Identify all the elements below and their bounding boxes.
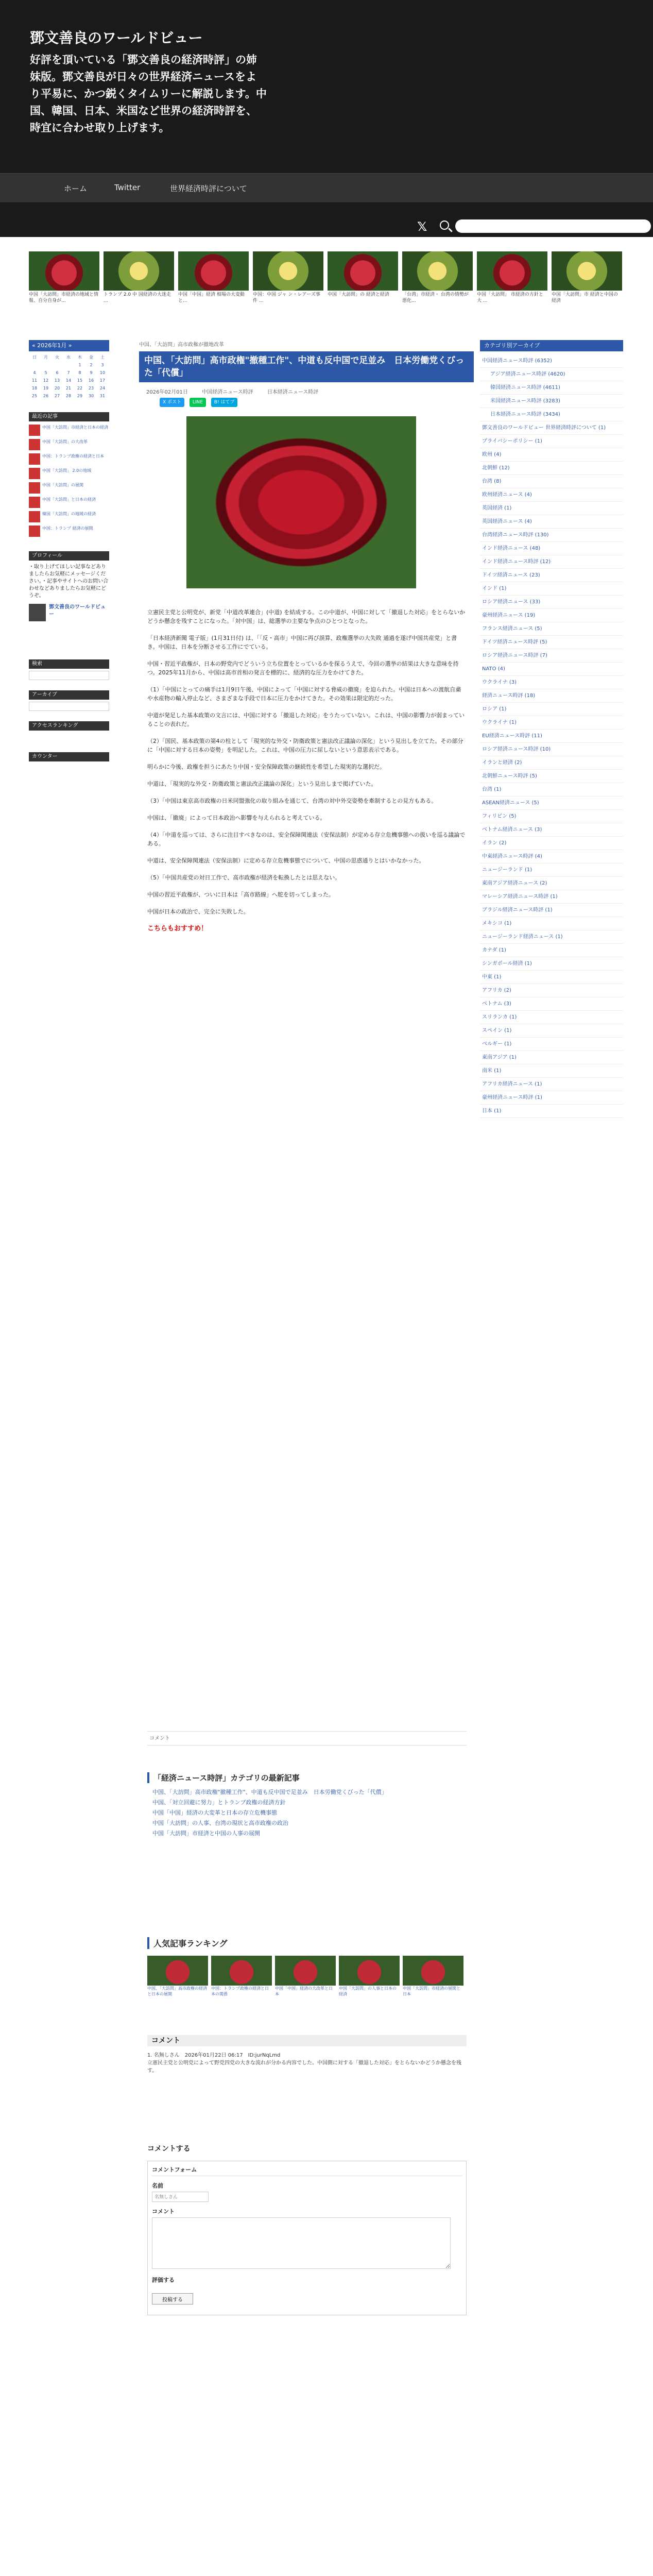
category-item[interactable]: メキシコ (1) [480,917,623,930]
archive-select[interactable] [29,702,109,711]
recent-post-item[interactable] [29,468,109,479]
latest-articles [147,1772,467,1840]
calendar-day[interactable]: 27 [54,394,60,398]
category-item[interactable]: ブラジル経済ニュース時評 (1) [480,904,623,917]
recent-post-item[interactable] [29,482,109,494]
article-body [147,608,467,941]
latest-item[interactable]: 中国「大訪問」の人事、台湾の現状と高市政権の政治 [152,1820,288,1826]
category-item[interactable]: インド経済ニュース時評 (12) [480,555,623,569]
calendar-day: 水 [66,355,71,360]
thumb-item[interactable] [178,251,249,308]
recent-post-thumb [29,439,40,450]
recent-post-item[interactable] [29,453,109,465]
site-title[interactable]: 鄧文善良のワールドビュー [30,29,203,46]
calendar-day: 火 [55,355,59,360]
thumb-caption: 中国「大訪問」市経済の地域と情報、自分自身が... [29,292,99,303]
ranking-item[interactable] [339,1956,400,2003]
calendar-row [29,369,109,377]
thumb-caption: 中国「大訪問」の 経済と経済 [328,292,389,297]
calendar-day[interactable]: 23 [88,386,94,391]
category-item[interactable]: 日本経済ニュース時評 (3434) [480,408,623,421]
ranking-caption: 中国「中国」経済の大改革と日本 [275,1986,333,1996]
category-item[interactable]: 北朝鮮ニュース時評 (5) [480,770,623,783]
recent-post-title: 中国「大訪問」市経済と日本の経済 [42,425,108,430]
calendar-day: 金 [89,355,93,360]
form-box [147,2161,467,2315]
category-link[interactable]: 中国経済ニュース時評 [202,389,253,395]
comment-textarea[interactable] [152,2217,451,2269]
category-item[interactable]: インド経済ニュース (48) [480,542,623,555]
thumb-image [253,251,323,291]
category-item[interactable]: ベトナム経済ニュース (3) [480,823,623,837]
category-item[interactable]: ロシア (1) [480,703,623,716]
article-paragraph: 中道が発足した基本政策の文言には、中国に対する「撤退した対応」をうたっていない。これは、中国の影響力が弱まっていることの表れだ。 [147,712,465,727]
article-paragraph: （1）「中国にとっての痛手は1月9日午後、中国によって「中国に対する脅威の撤廃」を迫られた。中国は日本への渡航自粛や水産物の輸入停止など、さまざまな手段で日本に圧力をかけてきた。その効果は限定的だった。 [147,686,461,702]
calendar-day[interactable]: 31 [99,394,106,398]
thumb-item[interactable] [29,251,99,308]
popular-ranking [147,1937,467,1996]
thumb-caption: 「台湾」市経済・ 台湾の情勢が悪化... [402,292,469,303]
share-line-button[interactable]: LINE [190,398,206,407]
category-archive-title: カテゴリ別アーカイブ [480,340,623,351]
category-item[interactable]: ロシア経済ニュース時評 (10) [480,743,623,756]
calendar-day[interactable]: 15 [77,378,83,383]
category-item[interactable]: アフリカ (2) [480,984,623,997]
calendar-day[interactable]: 2 [90,363,93,367]
category-item[interactable]: 中東 (1) [480,971,623,984]
post-date: 2026年02月01日 [146,389,188,395]
latest-item[interactable]: 中国「中国」経済の大変革と日本の存立危機事態 [152,1809,277,1816]
counter-title: カウンター [29,752,109,761]
counter-widget [29,752,109,761]
category-item[interactable]: アフリカ経済ニュース (1) [480,1078,623,1091]
recent-post-thumb [29,511,40,522]
recent-post-item[interactable] [29,439,109,450]
recent-post-title: 韓国「大訪問」の地域の経済 [42,512,96,516]
ranking-item[interactable] [147,1956,208,2003]
category-item[interactable]: ベルギー (1) [480,1038,623,1051]
recent-post-item[interactable] [29,526,109,537]
ranking-thumb [211,1956,272,1986]
article-paragraph: （5）「中国共産党の対日工作で、高市政権が経済を転換したとは思えない。 [147,874,341,881]
post-title[interactable]: 中国、「大訪問」高市政権"撤種工作"、中道も反中国で足並み 日本労働党くびった「代償」 [139,351,474,382]
comments-section [147,2035,467,2075]
thumb-item[interactable] [552,251,622,308]
comment-count-label[interactable]: コメント [149,1736,170,1741]
latest-item[interactable]: 中国、「大訪問」高市政権"撤種工作"、中道も反中国で足並み 日本労働党くびった「代償」 [152,1789,387,1795]
recent-post-thumb [29,468,40,479]
category-item[interactable]: インド (1) [480,582,623,596]
category-item[interactable]: ニュージーランド (1) [480,863,623,877]
calendar-day[interactable]: 18 [31,386,38,391]
name-label: 名前 [152,2182,163,2189]
thumb-caption: 中国：中国 ジャ ン・レアーズ事件 ... [253,292,320,303]
category-item[interactable]: イランと経済 (2) [480,756,623,770]
thumb-item[interactable] [477,251,547,308]
search-widget-title: 検索 [29,659,109,669]
calendar-day[interactable]: 6 [56,370,59,375]
nav-item-home[interactable]: ホーム [64,184,88,193]
ranking-item[interactable] [211,1956,272,2003]
category-item[interactable]: EU経済ニュース時評 (11) [480,730,623,743]
article-paragraph: 明らかに今後、政権を担うにあたり中国・安全保障政策の継続性を希望した現実的な選択だ。 [147,764,385,770]
thumb-caption: 中国「大訪問」 市経済の方針と大 ... [477,292,543,303]
category-item[interactable]: 豪州経済ニュース時評 (1) [480,1091,623,1105]
ranking-caption: 中国「大訪問」の人事と日本の経済 [339,1986,397,1996]
category-item[interactable]: 欧州 (4) [480,448,623,462]
recent-post-title: 中国「大訪問」の大改革 [42,439,88,444]
calendar-day[interactable]: 12 [43,378,49,383]
ranking-caption: 中国「大訪問」市経済の展開と日本 [403,1986,460,1996]
calendar-day[interactable]: 26 [43,394,49,398]
thumb-item[interactable] [253,251,323,308]
calendar-day [51,362,63,368]
calendar-day[interactable]: 17 [99,378,106,383]
category-item[interactable]: 台湾 (1) [480,783,623,796]
calendar-row [29,353,109,361]
article-paragraph: （4）「中道を巡っては、さらに注目すべきなのは、安全保障関連法（安保法制）が定める存立危機事態への扱いを巡る議論である。 [147,832,466,847]
recent-post-item[interactable] [29,425,109,436]
recent-post-thumb [29,453,40,465]
calendar-day[interactable]: 4 [33,370,36,375]
category-item[interactable]: 台湾経済ニュース時評 (130) [480,529,623,542]
form-box-title: コメントフォーム [152,2165,462,2176]
site-header [0,0,653,237]
calendar-row [29,384,109,392]
category-item[interactable]: ウクライナ (1) [480,716,623,730]
right-sidebar [480,340,623,2576]
ranking-item[interactable] [275,1956,336,2003]
category-item[interactable]: 北朝鮮 (12) [480,462,623,475]
latest-item[interactable]: 中国、「対立回避に努力」とトランプ政権の経済方針 [152,1799,286,1806]
category-item[interactable]: 台湾 (8) [480,475,623,488]
comments-title: コメント [147,2035,467,2046]
share-hatena-button[interactable]: B! はてブ [211,398,238,407]
category-item[interactable]: 中東経済ニュース時評 (4) [480,850,623,863]
thumb-image [477,251,547,291]
ranking-thumb [147,1956,208,1986]
global-nav [0,173,653,203]
calendar-day[interactable]: 28 [65,394,72,398]
calendar-day: 月 [44,355,48,360]
latest-title: 「経済ニュース時評」カテゴリの最新記事 [147,1772,467,1783]
calendar-day[interactable]: 9 [90,370,93,375]
calendar-title[interactable]: « 2026年1月 » [29,340,109,351]
category-item[interactable]: ウクライナ (3) [480,676,623,689]
rating-label: 評価する [152,2277,175,2283]
recent-post-title: 中国「大訪問」の展開 [42,483,83,487]
category-item[interactable]: マレーシア経済ニュース時評 (1) [480,890,623,904]
article-paragraph: （3）「中国は東京高市政権の日米同盟強化の取り組みを通じて、台湾の対中外交姿勢を牽制するとの見方もある。 [147,798,437,804]
category-item[interactable]: 東南アジア経済ニュース (2) [480,877,623,890]
calendar [29,353,109,400]
category-item[interactable]: 韓国経済ニュース時評 (4611) [480,381,623,395]
submit-button[interactable]: 投稿する [152,2293,193,2304]
calendar-day: 土 [100,355,105,360]
calendar-day: 日 [32,355,37,360]
featured-thumbnails [29,251,624,308]
article-paragraph: 「日本経済新聞 電子版」(1月31日付) は、「「反・高市」中国に再び誤算、政権選挙の大失敗 通過を遂げ中国共産党」と書き。中国は、日本を分断させる工作にでている。 [147,635,457,650]
category-link[interactable]: 日本経済ニュース時評 [267,389,319,395]
category-item[interactable]: 東南アジア (1) [480,1051,623,1064]
comment-item: 1. 名無しさん 2026年01月22日 06:17 ID:jurNqLmd 立憲民主党と公明党によって野党四党の大きな流れが分かる内容でした。中国側に対する「撤退した対応」をとらないかどうか懸念を残す。 [147,2053,461,2074]
calendar-day[interactable]: 16 [88,378,94,383]
calendar-day[interactable]: 10 [99,370,106,375]
recommend-heading: こちらもおすすめ！ [147,925,208,933]
category-item[interactable]: フィリピン (5) [480,810,623,823]
category-item[interactable]: イラン (2) [480,837,623,850]
category-item[interactable]: 南米 (1) [480,1064,623,1078]
latest-item[interactable]: 中国「大訪問」市経済と中国の人事の展開 [152,1830,260,1837]
category-item[interactable]: アジア経済ニュース時評 (4620) [480,368,623,381]
recent-post-title: 中国：トランプ 経済の展開 [42,526,93,531]
recent-post-item[interactable] [29,511,109,522]
post-meta [146,387,318,395]
calendar-row [29,377,109,384]
category-item[interactable]: NATO (4) [480,663,623,676]
search-icon[interactable] [440,221,449,230]
category-item[interactable]: 豪州経済ニュース (19) [480,609,623,622]
profile-title: プロフィール [29,551,109,561]
share-x-button[interactable]: X ポスト [160,398,184,407]
avatar[interactable] [29,604,46,621]
calendar-day[interactable]: 14 [65,378,72,383]
access-ranking [29,721,109,731]
calendar-day[interactable]: 8 [78,370,81,375]
category-item[interactable]: 日本 (1) [480,1105,623,1118]
calendar-day[interactable]: 24 [99,386,106,391]
category-item[interactable]: ドイツ経済ニュース (23) [480,569,623,582]
category-item[interactable]: 中国経済ニュース時評 (6352) [480,354,623,368]
left-sidebar [29,340,109,2576]
article-paragraph: （2）「国民、基本政策の第4の柱として「現実的な外交・防衛政策と憲法改正議論の深化」という見出しを立てた。その部分に「中国に対する日本の姿勢」を明記した。これは、中国の圧力に屈しないという意思表示である。 [147,738,463,753]
thumb-image [178,251,249,291]
calendar-day[interactable]: 13 [54,378,60,383]
calendar-row [29,392,109,400]
calendar-day[interactable]: 7 [67,370,70,375]
recent-post-thumb [29,482,40,494]
access-ranking-title: アクセスランキング [29,721,109,731]
article-paragraph: 立憲民主党と公明党が、新党「中道改革連合」(中道) を結成する。この中道が、中国に対して「撤退した対応」をとらないかどうか懸念を残すことになった。「対中国」は、総選挙の主要な争点のひとつとなった。 [147,609,466,624]
nav-item-about[interactable]: 世界経済時評について [170,184,247,193]
category-item[interactable]: ドイツ経済ニュース時評 (5) [480,636,623,649]
article-paragraph: 中国・習近平政権が、日本の野党内でどういう立ち位置をとっているかを探るうえで、今回の選挙の結果は大きな意味を持つ。2025年11月から、中国は高市首相の発言を標的に、経済的な圧力をかけてきた。 [147,660,459,676]
category-item[interactable]: 英国経済 (1) [480,502,623,515]
category-list [480,354,623,1118]
recent-posts-list [29,425,109,537]
recent-posts-title: 最近の記事 [29,412,109,421]
sidebar-search-input[interactable] [29,671,109,680]
article-paragraph: 中国は、「撤廃」によって日本政治へ影響を与えられると考えている。 [147,815,326,821]
category-item[interactable]: カナダ (1) [480,944,623,957]
ranking-thumb [275,1956,336,1986]
thumb-item[interactable] [402,251,473,308]
comment-count-bar [147,1731,467,1745]
calendar-day [63,362,74,368]
calendar-day [29,362,40,368]
thumb-image [104,251,174,291]
calendar-day[interactable]: 22 [77,386,83,391]
nav-item-twitter[interactable]: Twitter [114,183,141,192]
category-item[interactable]: スペイン (1) [480,1024,623,1038]
category-item[interactable]: フランス経済ニュース (5) [480,622,623,636]
thumb-image [402,251,473,291]
calendar-day [40,362,51,368]
recent-posts [29,412,109,537]
site-description: 好評を頂いている「鄧文善良の経済時評」の姉妹版。鄧文善良が日々の世界経済ニュースをより平易に、かつ鋭くタイムリーに解説します。中国、韓国、日本、米国など世界の経済時評を、時宜に合わせ取り上げます。 [30,54,267,134]
archive-title: アーカイブ [29,690,109,700]
category-item[interactable]: 経済ニュース時評 (18) [480,689,623,703]
calendar-day[interactable]: 20 [54,386,60,391]
ranking-item[interactable] [403,1956,463,2003]
search-input[interactable] [455,219,651,233]
category-item[interactable]: ベトナム (3) [480,997,623,1011]
profile-name[interactable]: 鄧文善良のワールドビュー [49,604,106,617]
category-item[interactable]: 英国経済ニュース (4) [480,515,623,529]
profile [29,551,109,621]
category-item[interactable]: ロシア経済ニュース (33) [480,596,623,609]
share-buttons [160,398,240,407]
category-item[interactable]: 鄧文善良のワールドビュー 世界経済時評について (1) [480,421,623,435]
main-content [139,340,474,2576]
article-paragraph: 中道は、安全保障関連法（安保法制）に定める存立危機事態でについて、中国の思惑通りとはいかなかった。 [147,857,425,864]
thumb-caption: 中国「大訪問」市 経済と中国の経済 [552,292,618,303]
comment-form [147,2143,467,2318]
calendar-day[interactable]: 5 [44,370,47,375]
ranking-caption: 中国：トランプ政権の経済と日本の関係 [211,1986,269,1996]
name-input[interactable] [152,2192,209,2202]
category-item[interactable]: 米国経済ニュース時評 (3283) [480,395,623,408]
profile-text: ・取り上げてほしい記事などありましたらお気軽にメッセージください。・記事やサイトへのお問い合わせなどありましたらお気軽にどうぞ。 [29,564,109,599]
calendar-row [29,361,109,369]
ranking-thumb [339,1956,400,1986]
thumb-caption: 中国「中国」経済 相場の大変動と... [178,292,245,303]
category-item[interactable]: ASEAN経済ニュース (5) [480,796,623,810]
category-item[interactable]: プライバシーポリシー (1) [480,435,623,448]
calendar-day[interactable]: 21 [65,386,72,391]
category-item[interactable]: ロシア経済ニュース時評 (7) [480,649,623,663]
article-paragraph: 中国が日本の政治で、完全に失敗した。 [147,908,249,915]
thumb-item[interactable] [104,251,174,308]
thumb-image [29,251,99,291]
calendar-day: 木 [78,355,82,360]
calendar-day[interactable]: 19 [43,386,49,391]
comment-label: コメント [152,2208,175,2215]
calendar-day[interactable]: 29 [77,394,83,398]
thumb-caption: トランプ 2.0 中 国経済の大迷走 ... [104,292,171,303]
calendar-day[interactable]: 3 [101,363,104,367]
recent-post-thumb [29,425,40,436]
thumb-item[interactable] [328,251,398,308]
category-item[interactable]: 欧州経済ニュース (4) [480,488,623,502]
thumb-image [552,251,622,291]
recent-post-item[interactable] [29,497,109,508]
archive-widget [29,690,109,711]
recent-post-title: 中国「大訪問」と日本の経済 [42,497,96,502]
x-logo-icon[interactable]: 𝕏 [417,219,427,234]
ranking-thumb [403,1956,463,1986]
breadcrumb[interactable]: 中国、「大訪問」高市政権が撤地改革 [139,342,224,348]
post-image [186,416,416,588]
search-widget [29,659,109,680]
calendar-day[interactable]: 25 [31,394,38,398]
article-paragraph: 中国の習近平政権が、ついに日本は「高市路線」へ舵を切ってしまった。 [147,891,334,898]
recent-post-thumb [29,526,40,537]
article-paragraph: 中道は、「現実的な外交・防衛政策と憲法改正議論の深化」という見出しまで掲げていた。 [147,781,377,787]
recent-post-thumb [29,497,40,508]
category-item[interactable]: シンガポール経済 (1) [480,957,623,971]
form-title: コメントする [147,2145,191,2153]
calendar-day[interactable]: 1 [78,363,81,367]
ranking-title: 人気記事ランキング [147,1937,467,1949]
category-item[interactable]: ニュージーランド経済ニュース (1) [480,930,623,944]
thumb-image [328,251,398,291]
latest-list [147,1788,467,1838]
recent-post-title: 中国「大訪問」 2.0の地域 [42,468,92,473]
ranking-caption: 中国、「大訪問」高市政権の経済と日本の展開 [147,1986,207,1996]
calendar-day[interactable]: 11 [31,378,38,383]
category-item[interactable]: スリランカ (1) [480,1011,623,1024]
calendar-day[interactable]: 30 [88,394,94,398]
recent-post-title: 中国：トランプ政権の経済と日本 [42,454,104,459]
